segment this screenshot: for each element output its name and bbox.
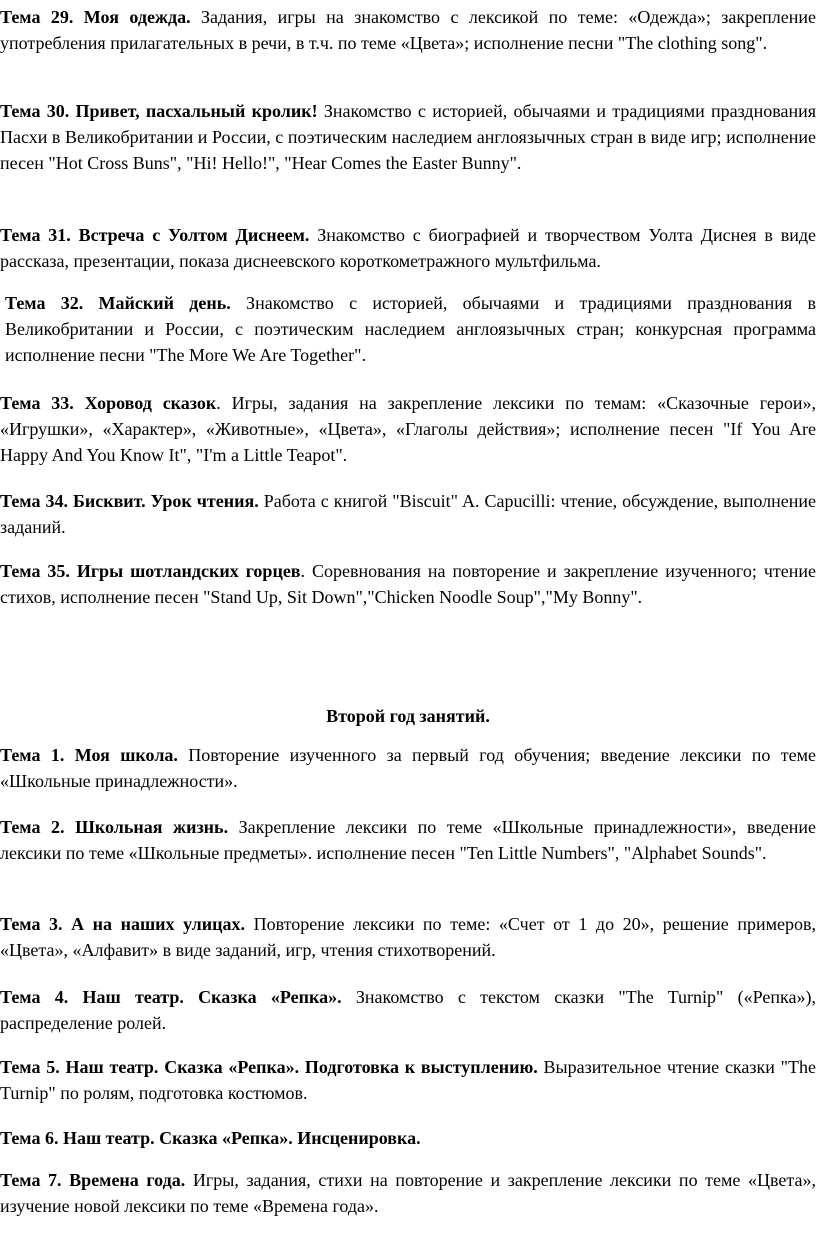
- topic-title: Тема 31. Встреча с Уолтом Диснеем.: [0, 225, 310, 245]
- topic-text: Знакомство с биографией и творчеством Уолта Диснея в виде рассказа, презентации, показа диснеевского короткометражного мультфильма.: [0, 225, 816, 271]
- topic-title: Тема 6. Наш театр. Сказка «Репка». Инсценировка.: [0, 1128, 421, 1148]
- topic-text: Задания, игры на знакомство с лексикой по теме: «Одежда»; закрепление употребления прилагательных в речи, в т.ч. по теме «Цвета»; исполнение песни "The clothing song".: [0, 7, 816, 53]
- topic-text: Закрепление лексики по теме «Школьные принадлежности», введение лексики по теме «Школьные предметы». исполнение песен "Ten Little Numbers", "Alphabet Sounds".: [0, 817, 816, 863]
- topic-32: [0, 290, 816, 368]
- topic-text: Повторение лексики по теме: «Счет от 1 до 20», решение примеров, «Цвета», «Алфавит» в виде заданий, игр, чтения стихотворений.: [0, 914, 816, 960]
- topic-text: Выразительное чтение сказки "The Turnip" по ролям, подготовка костюмов.: [0, 1057, 816, 1103]
- topic-title: Тема 35. Игры шотландских горцев: [0, 561, 301, 581]
- topic-title: Тема 3. А на наших улицах.: [0, 914, 245, 934]
- topic-title: Тема 32. Майский день.: [5, 293, 231, 313]
- topic-title: Тема 1. Моя школа.: [0, 745, 178, 765]
- topic-text: Знакомство с историей, обычаями и традициями празднования Пасхи в Великобритании и России, с поэтическим наследием англоязычных стран в виде игр; исполнение песен "Hot Cross Buns", "Hi! Hello!", "Hear Comes the Easter Bunny".: [0, 101, 816, 173]
- section-heading: Второй год занятий.: [326, 706, 490, 726]
- topic-title: Тема 29. Моя одежда.: [0, 7, 191, 27]
- topic-y2-6: [0, 1125, 816, 1151]
- topic-text: Работа с книгой "Biscuit" A. Capucilli: чтение, обсуждение, выполнение заданий.: [0, 491, 816, 537]
- topic-text: Знакомство с текстом сказки "The Turnip" («Репка»), распределение ролей.: [0, 987, 816, 1033]
- topic-35: [0, 558, 816, 610]
- topic-y2-4: [0, 984, 816, 1036]
- topic-title: Тема 33. Хоровод сказок: [0, 393, 217, 413]
- topic-34: [0, 488, 816, 540]
- topic-text: . Соревнования на повторение и закрепление изученного; чтение стихов, исполнение песен "Stand Up, Sit Down","Chicken Noodle Soup","My Bonny".: [0, 561, 816, 607]
- topic-title: Тема 34. Бисквит. Урок чтения.: [0, 491, 259, 511]
- topic-y2-7: [0, 1167, 816, 1219]
- topic-title: Тема 2. Школьная жизнь.: [0, 817, 229, 837]
- topic-text: . Игры, задания на закрепление лексики по темам: «Сказочные герои», «Игрушки», «Характер», «Животные», «Цвета», «Глаголы действия»; исполнение песен "If You Are Happy And You Know It", "I'm a Little Teapot".: [0, 393, 816, 465]
- topic-33: [0, 390, 816, 468]
- topic-title: Тема 7. Времена года.: [0, 1170, 186, 1190]
- topic-31: [0, 222, 816, 274]
- topic-y2-2: [0, 814, 816, 866]
- topic-text: Повторение изученного за первый год обучения; введение лексики по теме «Школьные принадлежности».: [0, 745, 816, 791]
- topic-title: Тема 30. Привет, пасхальный кролик!: [0, 101, 318, 121]
- topic-29: [0, 4, 816, 56]
- topic-y2-5: [0, 1054, 816, 1106]
- topic-title: Тема 4. Наш театр. Сказка «Репка».: [0, 987, 342, 1007]
- topic-y2-3: [0, 911, 816, 963]
- topic-title: Тема 5. Наш театр. Сказка «Репка». Подготовка к выступлению.: [0, 1057, 538, 1077]
- topic-30: [0, 98, 816, 176]
- topic-text: Игры, задания, стихи на повторение и закрепление лексики по теме «Цвета», изучение новой лексики по теме «Времена года».: [0, 1170, 816, 1216]
- topic-y2-1: [0, 742, 816, 794]
- topic-text: Знакомство с историей, обычаями и традициями празднования в Великобритании и России, с поэтическим наследием англоязычных стран; конкурсная программа исполнение песни "The More We Are Together".: [5, 293, 816, 365]
